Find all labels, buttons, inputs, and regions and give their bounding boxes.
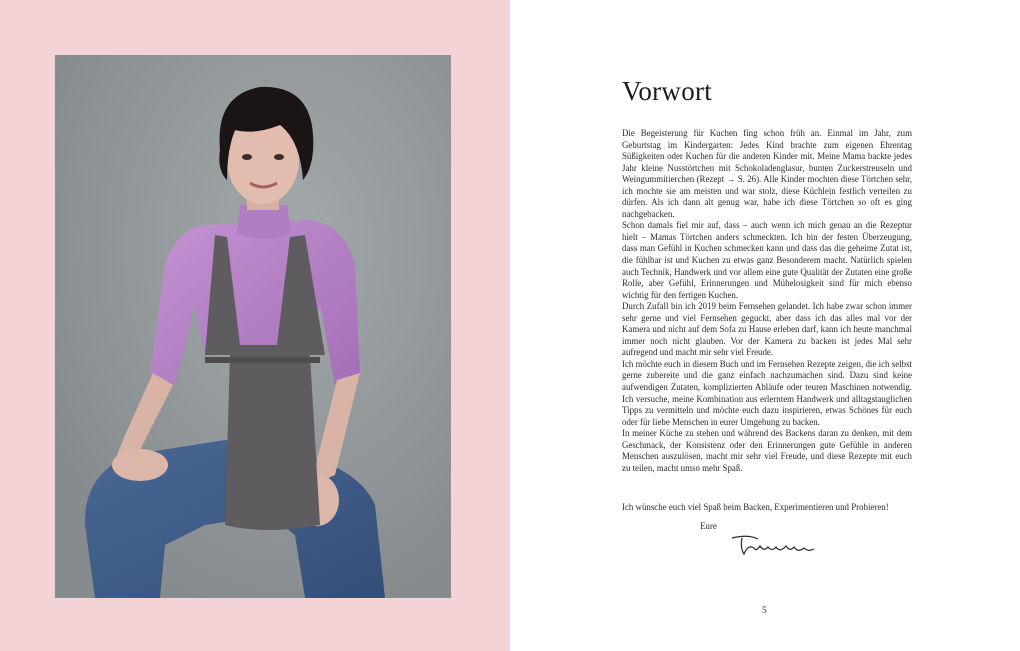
paragraph: Durch Zufall bin ich 2019 beim Fernsehen gelandet. Ich habe zwar schon immer sehr gerne und viel Fernsehen geguckt, aber dass ich das alles mal vor der Kamera und nicht auf dem Sofa zu Hause erleben darf, kann ich heute manchmal immer noch nicht glauben. Vor der Kamera zu backen ist jedes Mal sehr aufregend und macht mir sehr viel Freude. <box>622 301 912 358</box>
page-title: Vorwort <box>622 76 713 106</box>
page-number: 5 <box>762 606 767 616</box>
foreword-text <box>622 128 912 474</box>
paragraph: In meiner Küche zu stehen und während des Backens daran zu denken, mit dem Geschmack, der Konsistenz oder den Erinnerungen gute Gefühle in anderen Menschen auszulösen, macht mir sehr viel Freude, und diese Rezepte mit euch zu teilen, macht umso mehr Spaß. <box>622 428 912 473</box>
sign-off: Eure <box>700 521 717 531</box>
right-eye <box>274 154 284 160</box>
closing-line: Ich wünsche euch viel Spaß beim Backen, Experimentieren und Probieren! <box>622 502 889 512</box>
left-hand <box>112 449 168 481</box>
right-page <box>510 0 1020 651</box>
portrait-illustration <box>55 55 451 598</box>
signature-image <box>728 530 824 560</box>
paragraph: Schon damals fiel mir auf, dass – auch wenn ich mich genau an die Rezeptur hielt – Mamas Törtchen anders schmeckten. Ich bin der festen Überzeugung, dass man Gefühl in Kuchen schmecken kann und dass das die geheime Zutat ist, die fühlbar ist und Kuchen zu etwas ganz Besonderem macht. Natürlich spielen auch Technik, Handwerk und vor allem eine gute Qualität der Zutaten eine große Rolle, aber Gefühl, Erinnerungen und Mühelosigkeit sind für mich ebenso wichtig für den fertigen Kuchen. <box>622 220 912 300</box>
left-eye <box>242 154 252 160</box>
paragraph: Die Begeisterung für Kuchen fing schon früh an. Einmal im Jahr, zum Geburtstag im Kindergarten: Jedes Kind brachte zum eigenen Ehrentag Süßigkeiten oder Kuchen für die anderen Kinder mit. Meine Mama backte jedes Jahr kleine Nusstörtchen mit Schokoladenglasur, bunten Zuckerstreuseln und Weingummitierchen (Rezept → S. 26). Alle Kinder mochten diese Törtchen sehr, ich mochte sie am meisten und war stolz, diese Küchlein festlich verteilen zu dürfen. Als ich dann alt genug war, habe ich diese Törtchen so oft es ging nachgebacken. <box>622 128 912 219</box>
paragraph: Ich möchte euch in diesem Buch und im Fernsehen Rezepte zeigen, die ich selbst gerne zubereite und die ganz einfach nachzumachen sind. Dazu sind keine aufwendigen Zutaten, komplizierten Abläufe oder teuren Maschinen notwendig. Ich versuche, meine Kombination aus erlerntem Handwerk und alltagstauglichen Tipps zu vermitteln und möchte euch dazu inspirieren, etwas Schönes für euch oder für liebe Menschen in eurer Umgebung zu backen. <box>622 358 912 427</box>
turtleneck <box>237 205 291 239</box>
portrait-photo <box>55 55 451 598</box>
